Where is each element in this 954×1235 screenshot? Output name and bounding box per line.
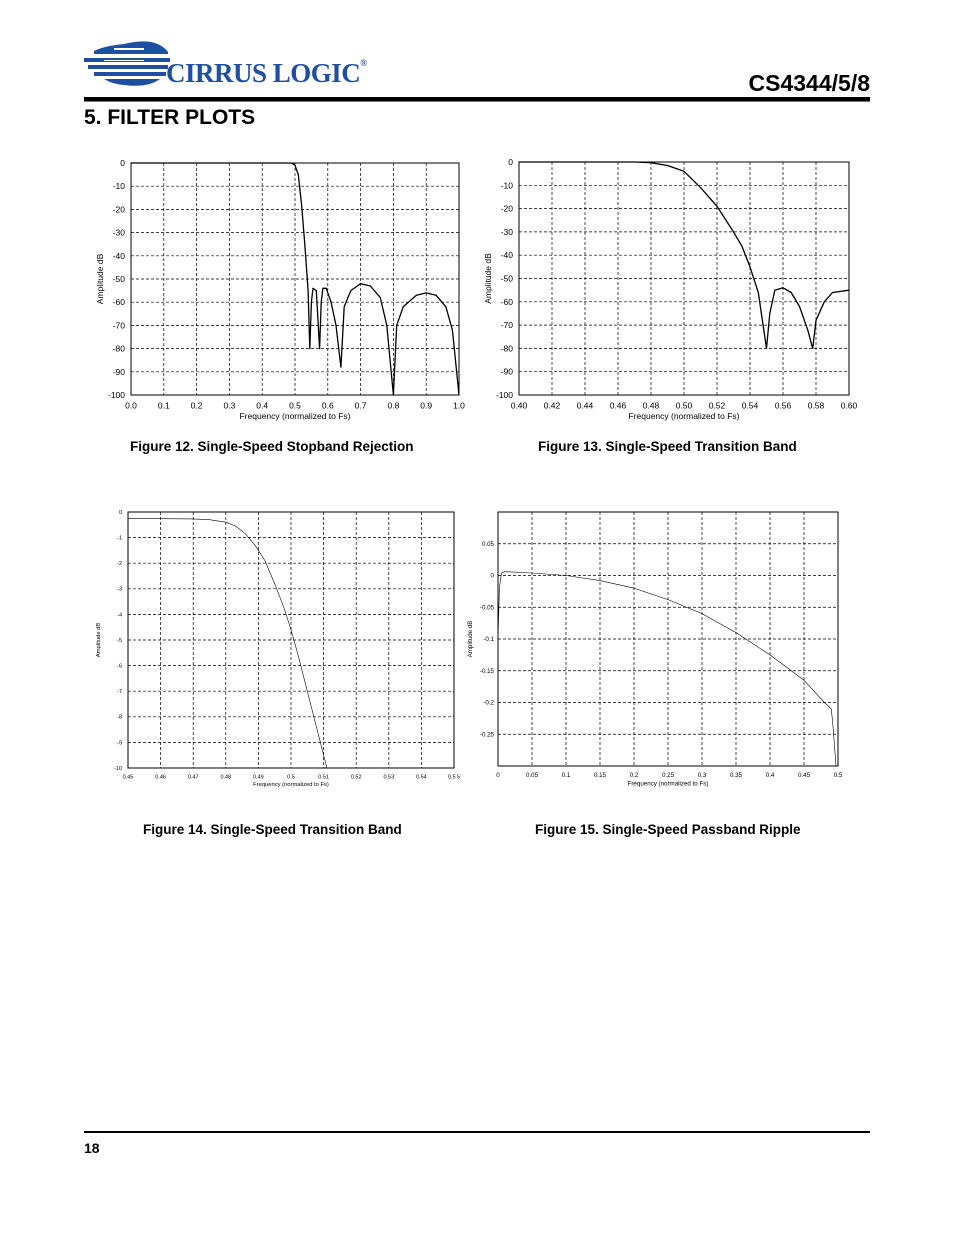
figure-12-chart <box>84 150 484 430</box>
y-tick-label: -60 <box>112 297 125 308</box>
y-tick-label: 0.05 <box>481 540 494 548</box>
series-line <box>128 518 327 768</box>
y-tick-label: -50 <box>500 273 513 284</box>
x-tick-label: 0.15 <box>593 772 607 780</box>
header-rule <box>84 97 870 102</box>
y-tick-label: -6 <box>117 663 122 670</box>
x-tick-label: 0.6 <box>321 400 334 411</box>
figure-14-chart <box>84 500 484 800</box>
page-number: 18 <box>84 1140 100 1156</box>
y-tick-label: -7 <box>117 689 122 696</box>
x-tick-label: 0.25 <box>661 772 675 780</box>
x-tick-label: 0.47 <box>187 774 199 781</box>
y-tick-label: 0 <box>508 156 513 167</box>
y-tick-label: -20 <box>112 204 125 215</box>
x-tick-label: 0.5 5 <box>447 774 461 781</box>
y-tick-label: -3 <box>117 586 122 593</box>
x-tick-label: 0.9 <box>420 400 433 411</box>
x-tick-label: 0.60 <box>840 400 858 411</box>
x-tick-label: 0.05 <box>525 772 539 780</box>
x-tick-label: 0.7 <box>354 400 367 411</box>
x-tick-label: 0 <box>496 772 500 780</box>
figure-13-chart <box>474 150 874 430</box>
y-tick-label: -0.15 <box>479 667 494 675</box>
series-line <box>498 572 836 766</box>
x-tick-label: 0.46 <box>609 400 627 411</box>
y-axis-label: Amplitude dB <box>96 622 102 658</box>
y-axis-label: Amplitude dB <box>467 620 474 658</box>
x-tick-label: 0.54 <box>741 400 759 411</box>
y-tick-label: -9 <box>117 740 122 747</box>
y-tick-label: -100 <box>495 389 513 400</box>
y-tick-label: -80 <box>112 343 125 354</box>
x-tick-label: 0.54 <box>416 774 427 781</box>
y-tick-label: -40 <box>500 250 513 261</box>
x-tick-label: 0.3 <box>697 772 707 780</box>
x-tick-label: 0.51 <box>318 774 329 781</box>
y-tick-label: -0.05 <box>479 604 494 612</box>
x-tick-label: 0.2 <box>190 400 203 411</box>
figure-14-caption: Figure 14. Single-Speed Transition Band <box>143 822 402 837</box>
y-tick-label: -10 <box>500 180 513 191</box>
x-tick-label: 0.45 <box>797 772 811 780</box>
y-tick-label: -30 <box>112 227 125 238</box>
x-tick-label: 0.45 <box>122 774 134 781</box>
x-tick-label: 0.1 <box>561 772 571 780</box>
y-tick-label: -20 <box>500 203 513 214</box>
x-tick-label: 0.5 <box>833 772 843 780</box>
y-tick-label: 0 <box>120 157 125 168</box>
x-tick-label: 0.3 <box>223 400 236 411</box>
brand-name: CIRRUS LOGIC® <box>166 58 367 88</box>
x-tick-label: 0.4 <box>256 400 269 411</box>
x-tick-label: 0.48 <box>642 400 660 411</box>
x-tick-label: 0.8 <box>387 400 400 411</box>
section-title: 5. FILTER PLOTS <box>84 106 256 129</box>
y-tick-label: -10 <box>114 765 122 772</box>
figure-15-caption: Figure 15. Single-Speed Passband Ripple <box>535 822 801 837</box>
x-tick-label: 0.58 <box>807 400 825 411</box>
y-tick-label: 0 <box>490 572 494 580</box>
y-tick-label: -0.1 <box>483 636 494 644</box>
y-tick-label: -4 <box>117 612 122 619</box>
x-tick-label: 0.5 <box>289 400 301 411</box>
x-tick-label: 0.50 <box>675 400 693 411</box>
x-tick-label: 0.2 <box>629 772 639 780</box>
y-tick-label: -50 <box>112 273 125 284</box>
y-tick-label: -8 <box>117 714 122 721</box>
x-axis-label: Frequency (normalized to Fs) <box>239 411 351 421</box>
x-axis-label: Frequency (normalized to Fs) <box>627 780 709 788</box>
y-tick-label: -90 <box>112 366 125 377</box>
y-tick-label: -1 <box>117 535 122 542</box>
y-tick-label: -70 <box>112 320 125 331</box>
x-tick-label: 0.4 <box>765 772 775 780</box>
x-tick-label: 0.52 <box>708 400 726 411</box>
part-number: CS4344/5/8 <box>748 70 870 96</box>
y-tick-label: -70 <box>500 320 513 331</box>
x-tick-label: 0.46 <box>155 774 166 781</box>
x-tick-label: 0.53 <box>383 774 395 781</box>
y-tick-label: -5 <box>117 637 122 644</box>
x-tick-label: 0.44 <box>576 400 594 411</box>
figure-15-chart <box>460 500 860 800</box>
y-tick-label: -10 <box>112 181 125 192</box>
y-tick-label: -2 <box>117 561 122 568</box>
y-tick-label: 0 <box>118 509 122 516</box>
y-tick-label: -30 <box>500 226 513 237</box>
x-tick-label: 0.56 <box>774 400 792 411</box>
y-tick-label: -90 <box>500 366 513 377</box>
x-tick-label: 0.48 <box>220 774 232 781</box>
y-axis-label: Amplitude dB <box>483 253 493 304</box>
x-axis-label: Frequency (normalized to Fs) <box>253 782 329 788</box>
x-axis-label: Frequency (normalized to Fs) <box>628 411 740 421</box>
y-tick-label: -100 <box>107 389 125 400</box>
x-tick-label: 0.40 <box>510 400 528 411</box>
x-tick-label: 0.1 <box>157 400 170 411</box>
figure-13-caption: Figure 13. Single-Speed Transition Band <box>538 439 797 454</box>
x-tick-label: 0.0 <box>125 400 137 411</box>
x-tick-label: 0.35 <box>729 772 743 780</box>
y-tick-label: -80 <box>500 343 513 354</box>
y-tick-label: -0.25 <box>479 731 494 739</box>
x-tick-label: 1.0 <box>453 400 465 411</box>
x-tick-label: 0.42 <box>543 400 561 411</box>
x-tick-label: 0.49 <box>253 774 264 781</box>
x-tick-label: 0.52 <box>350 774 362 781</box>
figure-12-caption: Figure 12. Single-Speed Stopband Rejection <box>130 439 414 454</box>
y-tick-label: -0.2 <box>483 699 494 707</box>
y-tick-label: -60 <box>500 296 513 307</box>
y-tick-label: -40 <box>112 250 125 261</box>
footer-rule <box>84 1131 870 1133</box>
y-axis-label: Amplitude dB <box>95 253 105 305</box>
x-tick-label: 0.5 <box>287 774 295 781</box>
